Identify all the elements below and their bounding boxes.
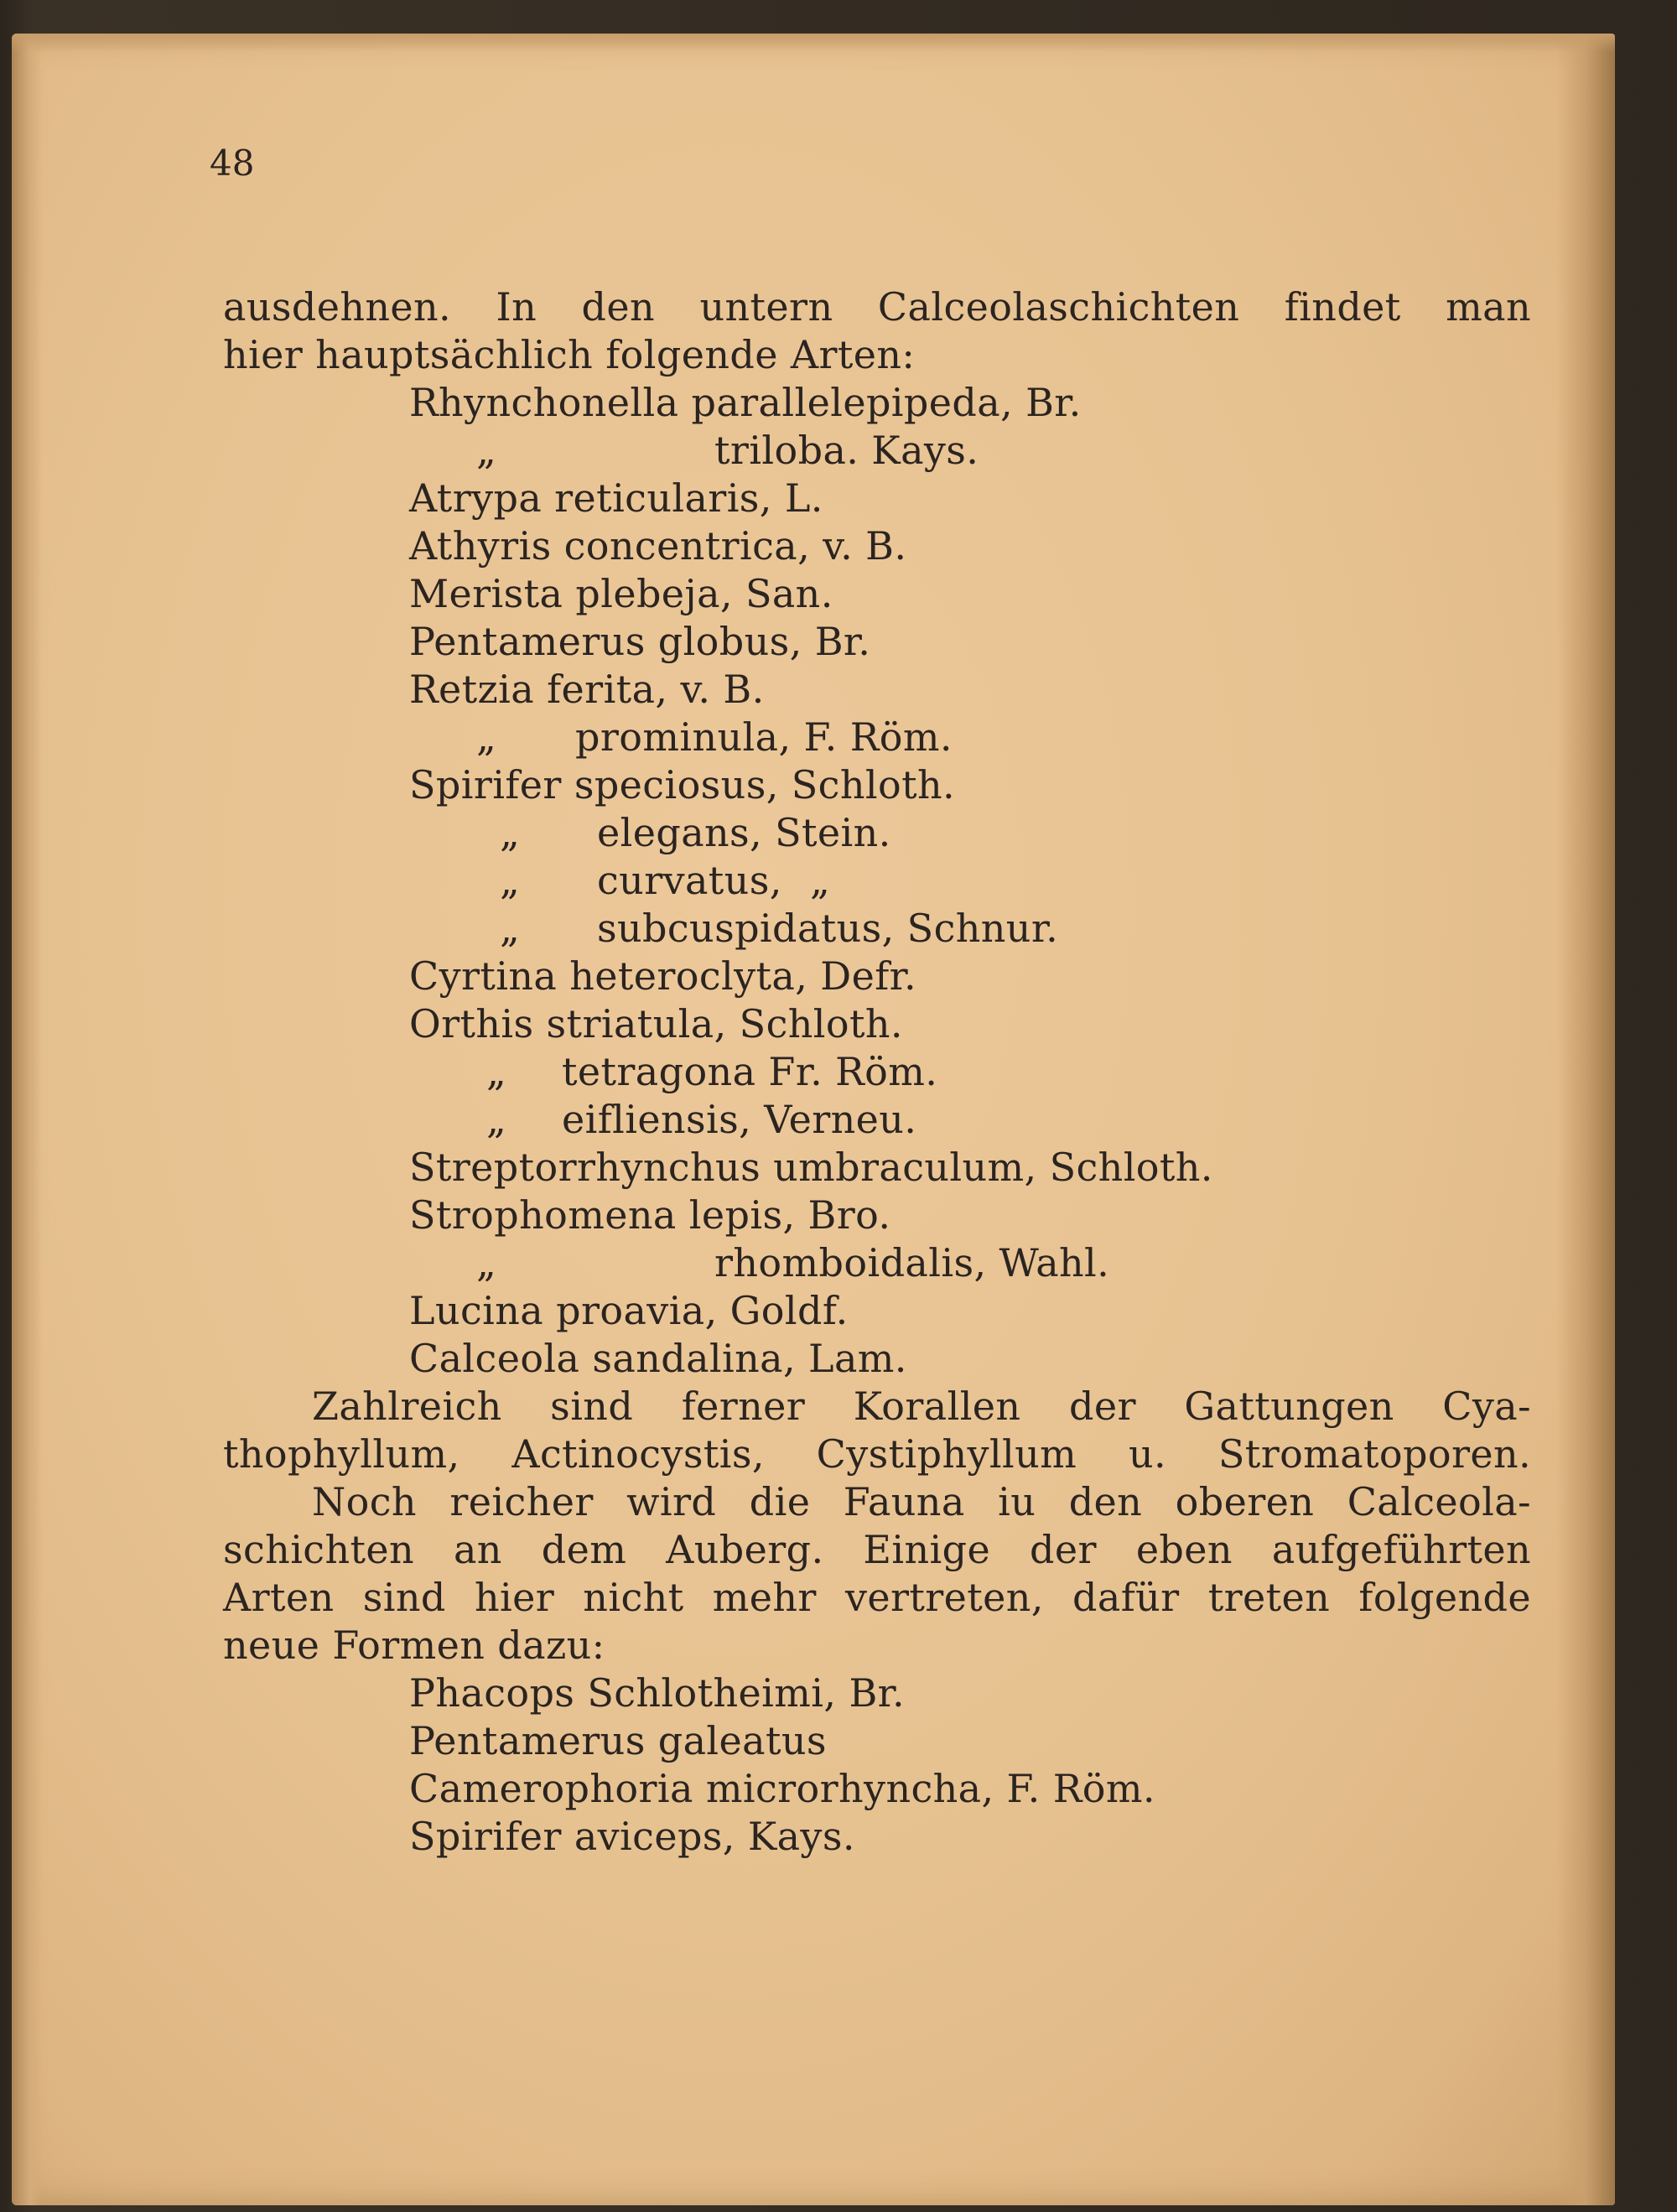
species-line: [223, 809, 1531, 857]
species-line: [223, 427, 1531, 475]
species-line: [223, 905, 1531, 953]
species-line: Merista plebeja, San.: [409, 571, 833, 616]
species-name: subcuspidatus, Schnur.: [597, 906, 1059, 951]
book-page: [12, 34, 1615, 2205]
species-name: curvatus,: [597, 858, 782, 903]
ditto-mark: „: [810, 858, 831, 903]
species-list-1: [223, 379, 1531, 1383]
page-number: 48: [210, 143, 255, 184]
page-right-edge: [1556, 34, 1615, 2205]
species-name: tetragona Fr. Röm.: [562, 1049, 938, 1094]
species-line: Atrypa reticularis, L.: [409, 475, 823, 521]
species-name: eifliensis, Verneu.: [562, 1097, 917, 1142]
species-line: [223, 857, 1531, 905]
page-left-edge: [12, 34, 42, 2205]
ditto-mark: „: [486, 1049, 507, 1094]
ditto-mark: „: [476, 1240, 497, 1285]
text-line: thophyllum, Actinocystis, Cystiphyllum u. Stromatoporen.: [223, 1431, 1531, 1477]
species-line: Spirifer speciosus, Schloth.: [409, 762, 955, 807]
species-line: [223, 714, 1531, 761]
text-line: ausdehnen. In den untern Calceolaschichten findet man: [223, 284, 1531, 330]
species-line: Cyrtina heteroclyta, Defr.: [409, 953, 916, 999]
ditto-mark: „: [486, 1097, 507, 1142]
species-line: Streptorrhynchus umbraculum, Schloth.: [409, 1145, 1213, 1190]
paragraph-corals: [223, 1383, 1531, 1478]
species-name: triloba. Kays.: [714, 428, 979, 473]
ditto-mark: „: [476, 428, 497, 473]
text-line: Arten sind hier nicht mehr vertreten, dafür treten folgende: [223, 1575, 1531, 1620]
text-line: hier hauptsächlich folgende Arten:: [223, 332, 916, 377]
species-line: Phacops Schlotheimi, Br.: [409, 1670, 906, 1716]
species-name: prominula, F. Röm.: [575, 714, 953, 760]
species-line: Lucina proavia, Goldf.: [409, 1288, 849, 1333]
page-text: [223, 283, 1531, 1861]
species-line: Athyris concentrica, v. B.: [409, 523, 907, 569]
species-line: Spirifer aviceps, Kays.: [409, 1814, 855, 1859]
text-line: schichten an dem Auberg. Einige der eben aufgeführten: [223, 1527, 1531, 1572]
ditto-mark: „: [500, 906, 521, 951]
species-line: Pentamerus globus, Br.: [409, 619, 871, 664]
species-list-2: [223, 1669, 1531, 1861]
text-line: Noch reicher wird die Fauna iu den oberen Calceola-: [312, 1479, 1531, 1524]
species-line: Rhynchonella parallelepipeda, Br.: [409, 380, 1082, 425]
species-line: Camerophoria microrhyncha, F. Röm.: [409, 1766, 1155, 1811]
page-top-edge: [12, 34, 1615, 52]
paragraph-upper-layers: [223, 1478, 1531, 1669]
ditto-mark: „: [500, 858, 521, 903]
species-line: [223, 1048, 1531, 1096]
species-line: Pentamerus galeatus: [409, 1718, 827, 1763]
species-line: Calceola sandalina, Lam.: [409, 1336, 907, 1381]
species-name: rhomboidalis, Wahl.: [714, 1240, 1110, 1285]
species-line: [223, 1096, 1531, 1144]
species-name: elegans, Stein.: [597, 810, 891, 855]
species-line: Orthis striatula, Schloth.: [409, 1001, 903, 1046]
ditto-mark: „: [476, 714, 497, 760]
text-line: Zahlreich sind ferner Korallen der Gattungen Cya-: [312, 1384, 1531, 1429]
ditto-mark: „: [500, 810, 521, 855]
species-line: [223, 1239, 1531, 1287]
text-line: neue Formen dazu:: [223, 1623, 605, 1668]
species-line: Retzia ferita, v. B.: [409, 667, 765, 712]
species-line: Strophomena lepis, Bro.: [409, 1192, 891, 1238]
